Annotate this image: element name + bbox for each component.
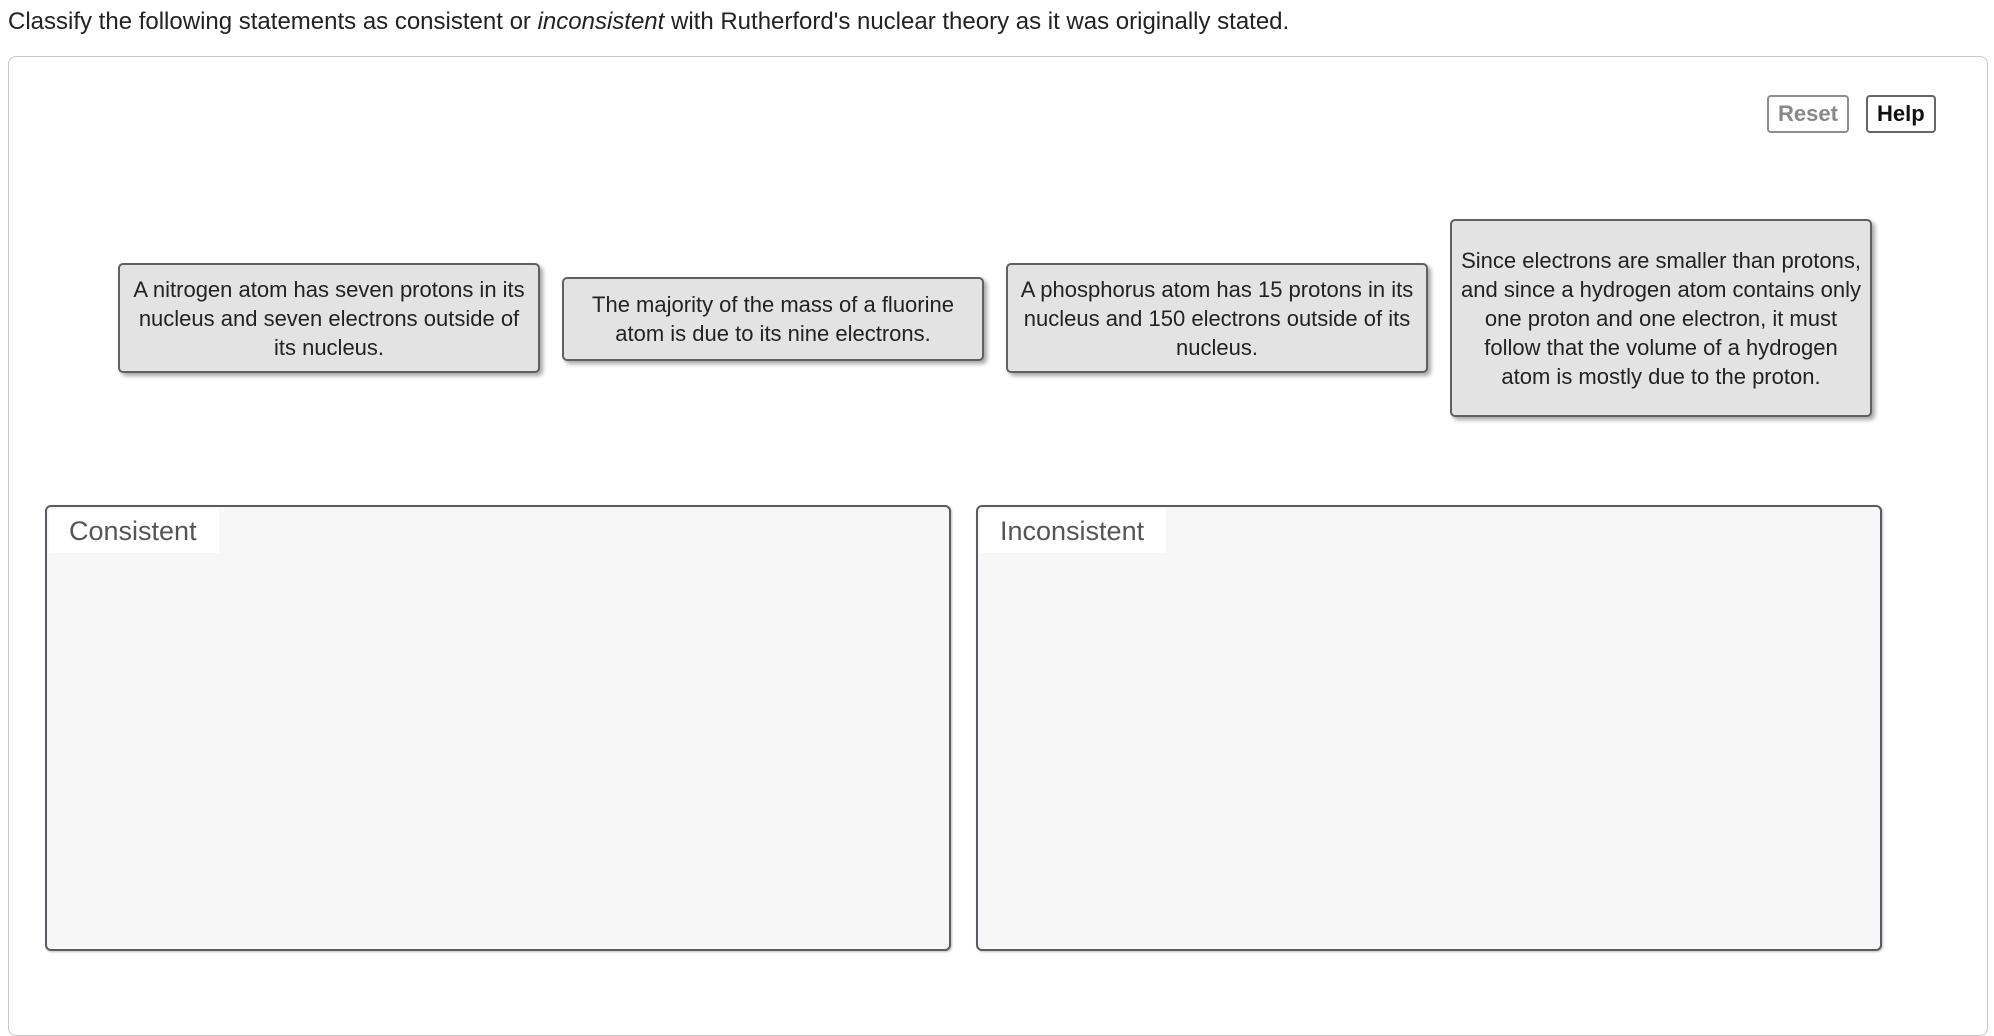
inconsistent-zone-label: Inconsistent: [980, 509, 1166, 553]
inconsistent-drop-zone[interactable]: [976, 505, 1882, 951]
reset-button[interactable]: Reset: [1767, 95, 1849, 133]
instructions-text: [8, 6, 1289, 38]
instructions-before: Classify the following statements as consistent or: [8, 8, 538, 35]
consistent-zone-label: Consistent: [49, 509, 219, 553]
help-button[interactable]: Help: [1866, 95, 1936, 133]
sorting-panel: [8, 56, 1988, 1036]
statement-text: A nitrogen atom has seven protons in its nucleus and seven electrons outside of its nucleus.: [133, 276, 525, 360]
statement-text: Since electrons are smaller than protons, and since a hydrogen atom contains only one proton and one electron, it must follow that the volume of a hydrogen atom is mostly due to the proton.: [1461, 247, 1861, 389]
instructions-emphasis: inconsistent: [537, 8, 665, 35]
statement-tile-fluorine[interactable]: [562, 277, 984, 361]
statement-tile-nitrogen[interactable]: [118, 263, 540, 373]
statement-text: The majority of the mass of a fluorine atom is due to its nine electrons.: [592, 292, 954, 346]
consistent-drop-zone[interactable]: [45, 505, 951, 951]
instructions-after: with Rutherford's nuclear theory as it was originally stated.: [664, 8, 1290, 35]
statement-tile-phosphorus[interactable]: [1006, 263, 1428, 373]
statement-text: A phosphorus atom has 15 protons in its nucleus and 150 electrons outside of its nucleus.: [1020, 276, 1414, 360]
statement-tile-hydrogen[interactable]: [1450, 219, 1872, 417]
